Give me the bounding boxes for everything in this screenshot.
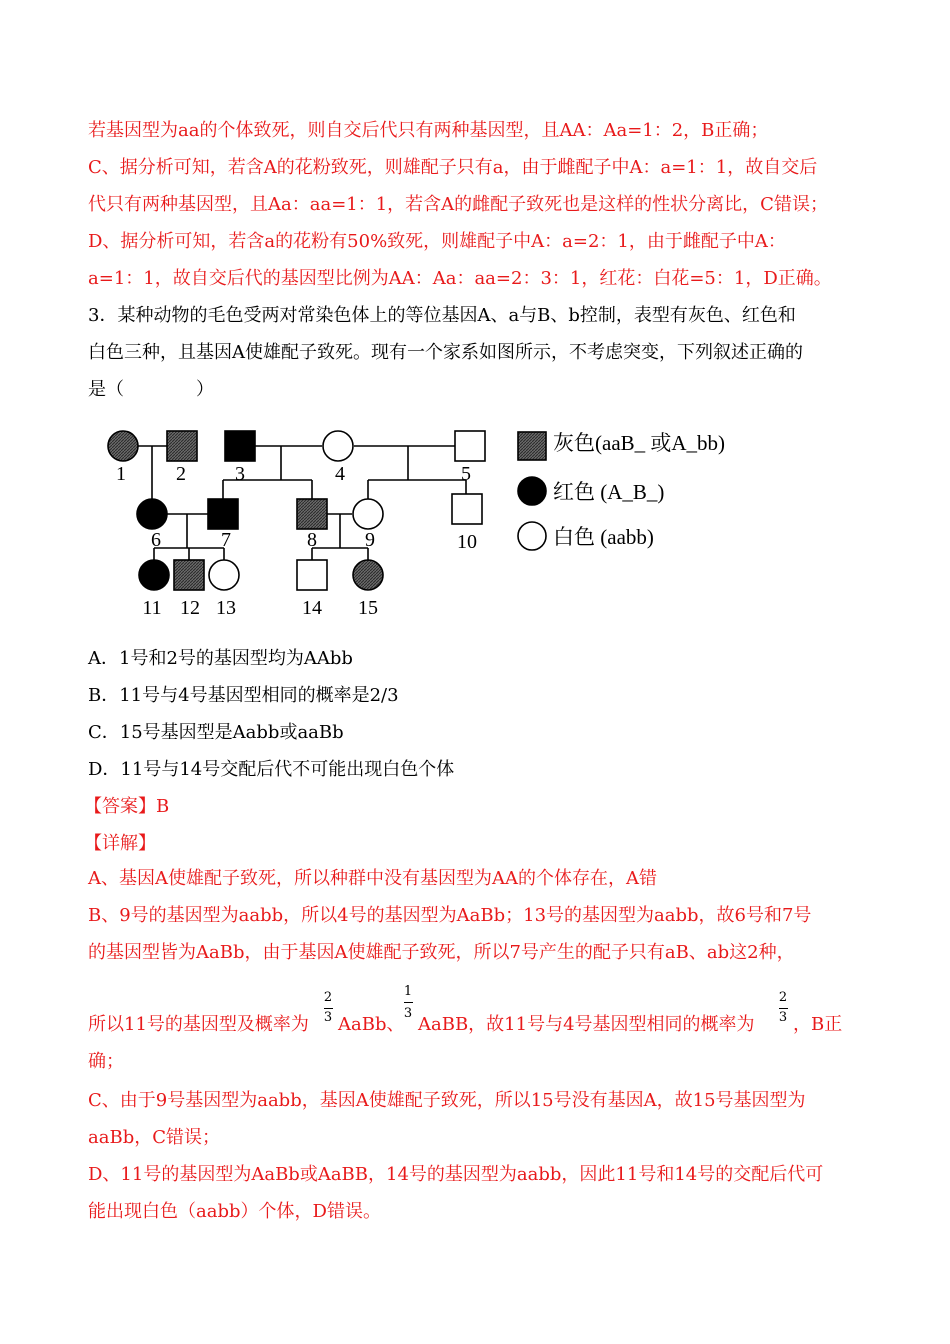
text-line: C、据分析可知，若含A的花粉致死，则雄配子只有a，由于雌配子中A：a=1：1，故自交后 bbox=[88, 157, 818, 178]
explanation-b: ，B正 bbox=[793, 1014, 843, 1035]
explanation-c: aaBb，C错误； bbox=[88, 1127, 220, 1148]
pedigree-label: 14 bbox=[302, 597, 322, 619]
pedigree-label: 11 bbox=[142, 597, 162, 619]
fraction-numerator: 2 bbox=[323, 990, 333, 1005]
pedigree-label: 5 bbox=[461, 463, 471, 485]
question-text: 3．某种动物的毛色受两对常染色体上的等位基因A、a与B、b控制，表型有灰色、红色和 bbox=[88, 305, 796, 326]
individual-7 bbox=[208, 499, 238, 529]
individual-6 bbox=[137, 499, 167, 529]
option-a: A．1号和2号的基因型均为AAbb bbox=[88, 648, 353, 669]
pedigree-label: 15 bbox=[358, 597, 378, 619]
option-b: B．11号与4号基因型相同的概率是2/3 bbox=[88, 685, 399, 706]
individual-9 bbox=[353, 499, 383, 529]
pedigree-chart bbox=[100, 418, 780, 628]
explanation-d: 能出现白色（aabb）个体，D错误。 bbox=[88, 1201, 381, 1222]
individual-13 bbox=[209, 560, 239, 590]
individual-1 bbox=[108, 431, 138, 461]
individual-8 bbox=[297, 499, 327, 529]
explanation-b: AaBB，故11号与4号基因型相同的概率为 bbox=[418, 1014, 755, 1035]
pedigree-label: 7 bbox=[221, 529, 231, 551]
individual-3 bbox=[225, 431, 255, 461]
legend-gray-label: 灰色(aaB_ 或A_bb) bbox=[553, 431, 726, 455]
pedigree-label: 10 bbox=[457, 531, 477, 553]
text-line: 代只有两种基因型，且Aa：aa=1：1，若含A的雌配子致死也是这样的性状分离比，C错误； bbox=[88, 194, 828, 215]
fraction-numerator: 1 bbox=[403, 984, 413, 999]
legend-red-symbol bbox=[518, 477, 546, 505]
explanation-b: 确； bbox=[88, 1051, 124, 1072]
pedigree-label: 4 bbox=[335, 463, 345, 485]
individual-2 bbox=[167, 431, 197, 461]
pedigree-label: 2 bbox=[176, 463, 186, 485]
fraction-denominator: 3 bbox=[403, 1006, 413, 1021]
fraction-bar bbox=[779, 1008, 788, 1009]
fraction-numerator: 2 bbox=[778, 990, 788, 1005]
legend-red-label: 红色 (A_B_) bbox=[553, 480, 665, 504]
question-text: 白色三种，且基因A使雄配子致死。现有一个家系如图所示，不考虑突变，下列叙述正确的 bbox=[88, 342, 803, 363]
text-line: a=1：1，故自交后代的基因型比例为AA：Aa：aa=2：3：1，红花：白花=5：1，D正确。 bbox=[88, 268, 832, 289]
individual-10 bbox=[452, 494, 482, 524]
explanation-a: A、基因A使雄配子致死，所以种群中没有基因型为AA的个体存在，A错 bbox=[88, 868, 657, 889]
legend-white-symbol bbox=[518, 522, 546, 550]
option-d: D．11号与14号交配后代不可能出现白色个体 bbox=[88, 759, 455, 780]
pedigree-label: 6 bbox=[151, 529, 161, 551]
fraction-bar bbox=[404, 1002, 413, 1003]
pedigree-label: 1 bbox=[116, 463, 126, 485]
individual-15 bbox=[353, 560, 383, 590]
individual-12 bbox=[174, 560, 204, 590]
pedigree-label: 9 bbox=[365, 529, 375, 551]
individual-14 bbox=[297, 560, 327, 590]
legend-white-label: 白色 (aabb) bbox=[553, 525, 654, 549]
explanation-b: 的基因型皆为AaBb，由于基因A使雄配子致死，所以7号产生的配子只有aB、ab这2种， bbox=[88, 942, 795, 963]
explanation-b: AaBb、 bbox=[338, 1014, 405, 1035]
explanation-b: B、9号的基因型为aabb，所以4号的基因型为AaBb；13号的基因型为aabb，故6号和7号 bbox=[88, 905, 812, 926]
answer-label: 【答案】B bbox=[84, 796, 170, 817]
pedigree-label: 8 bbox=[307, 529, 317, 551]
explanation-d: D、11号的基因型为AaBb或AaBB，14号的基因型为aabb，因此11号和14号的交配后代可 bbox=[88, 1164, 824, 1185]
fraction-denominator: 3 bbox=[323, 1010, 333, 1025]
question-text: 是（ ） bbox=[88, 379, 214, 400]
fraction-bar bbox=[324, 1008, 333, 1009]
pedigree-label: 3 bbox=[235, 463, 245, 485]
individual-5 bbox=[455, 431, 485, 461]
legend-gray-symbol bbox=[518, 432, 546, 460]
option-c: C．15号基因型是Aabb或aaBb bbox=[88, 722, 344, 743]
explanation-b: 所以11号的基因型及概率为 bbox=[88, 1014, 309, 1035]
pedigree-label: 13 bbox=[216, 597, 236, 619]
pedigree-label: 12 bbox=[180, 597, 200, 619]
detail-label: 【详解】 bbox=[84, 833, 156, 854]
text-line: 若基因型为aa的个体致死，则自交后代只有两种基因型，且AA：Aa=1：2，B正确； bbox=[88, 120, 769, 141]
explanation-c: C、由于9号基因型为aabb，基因A使雄配子致死，所以15号没有基因A，故15号基因型为 bbox=[88, 1090, 806, 1111]
fraction-denominator: 3 bbox=[778, 1010, 788, 1025]
individual-4 bbox=[323, 431, 353, 461]
text-line: D、据分析可知，若含a的花粉有50%致死，则雄配子中A：a=2：1，由于雌配子中A： bbox=[88, 231, 786, 252]
individual-11 bbox=[139, 560, 169, 590]
